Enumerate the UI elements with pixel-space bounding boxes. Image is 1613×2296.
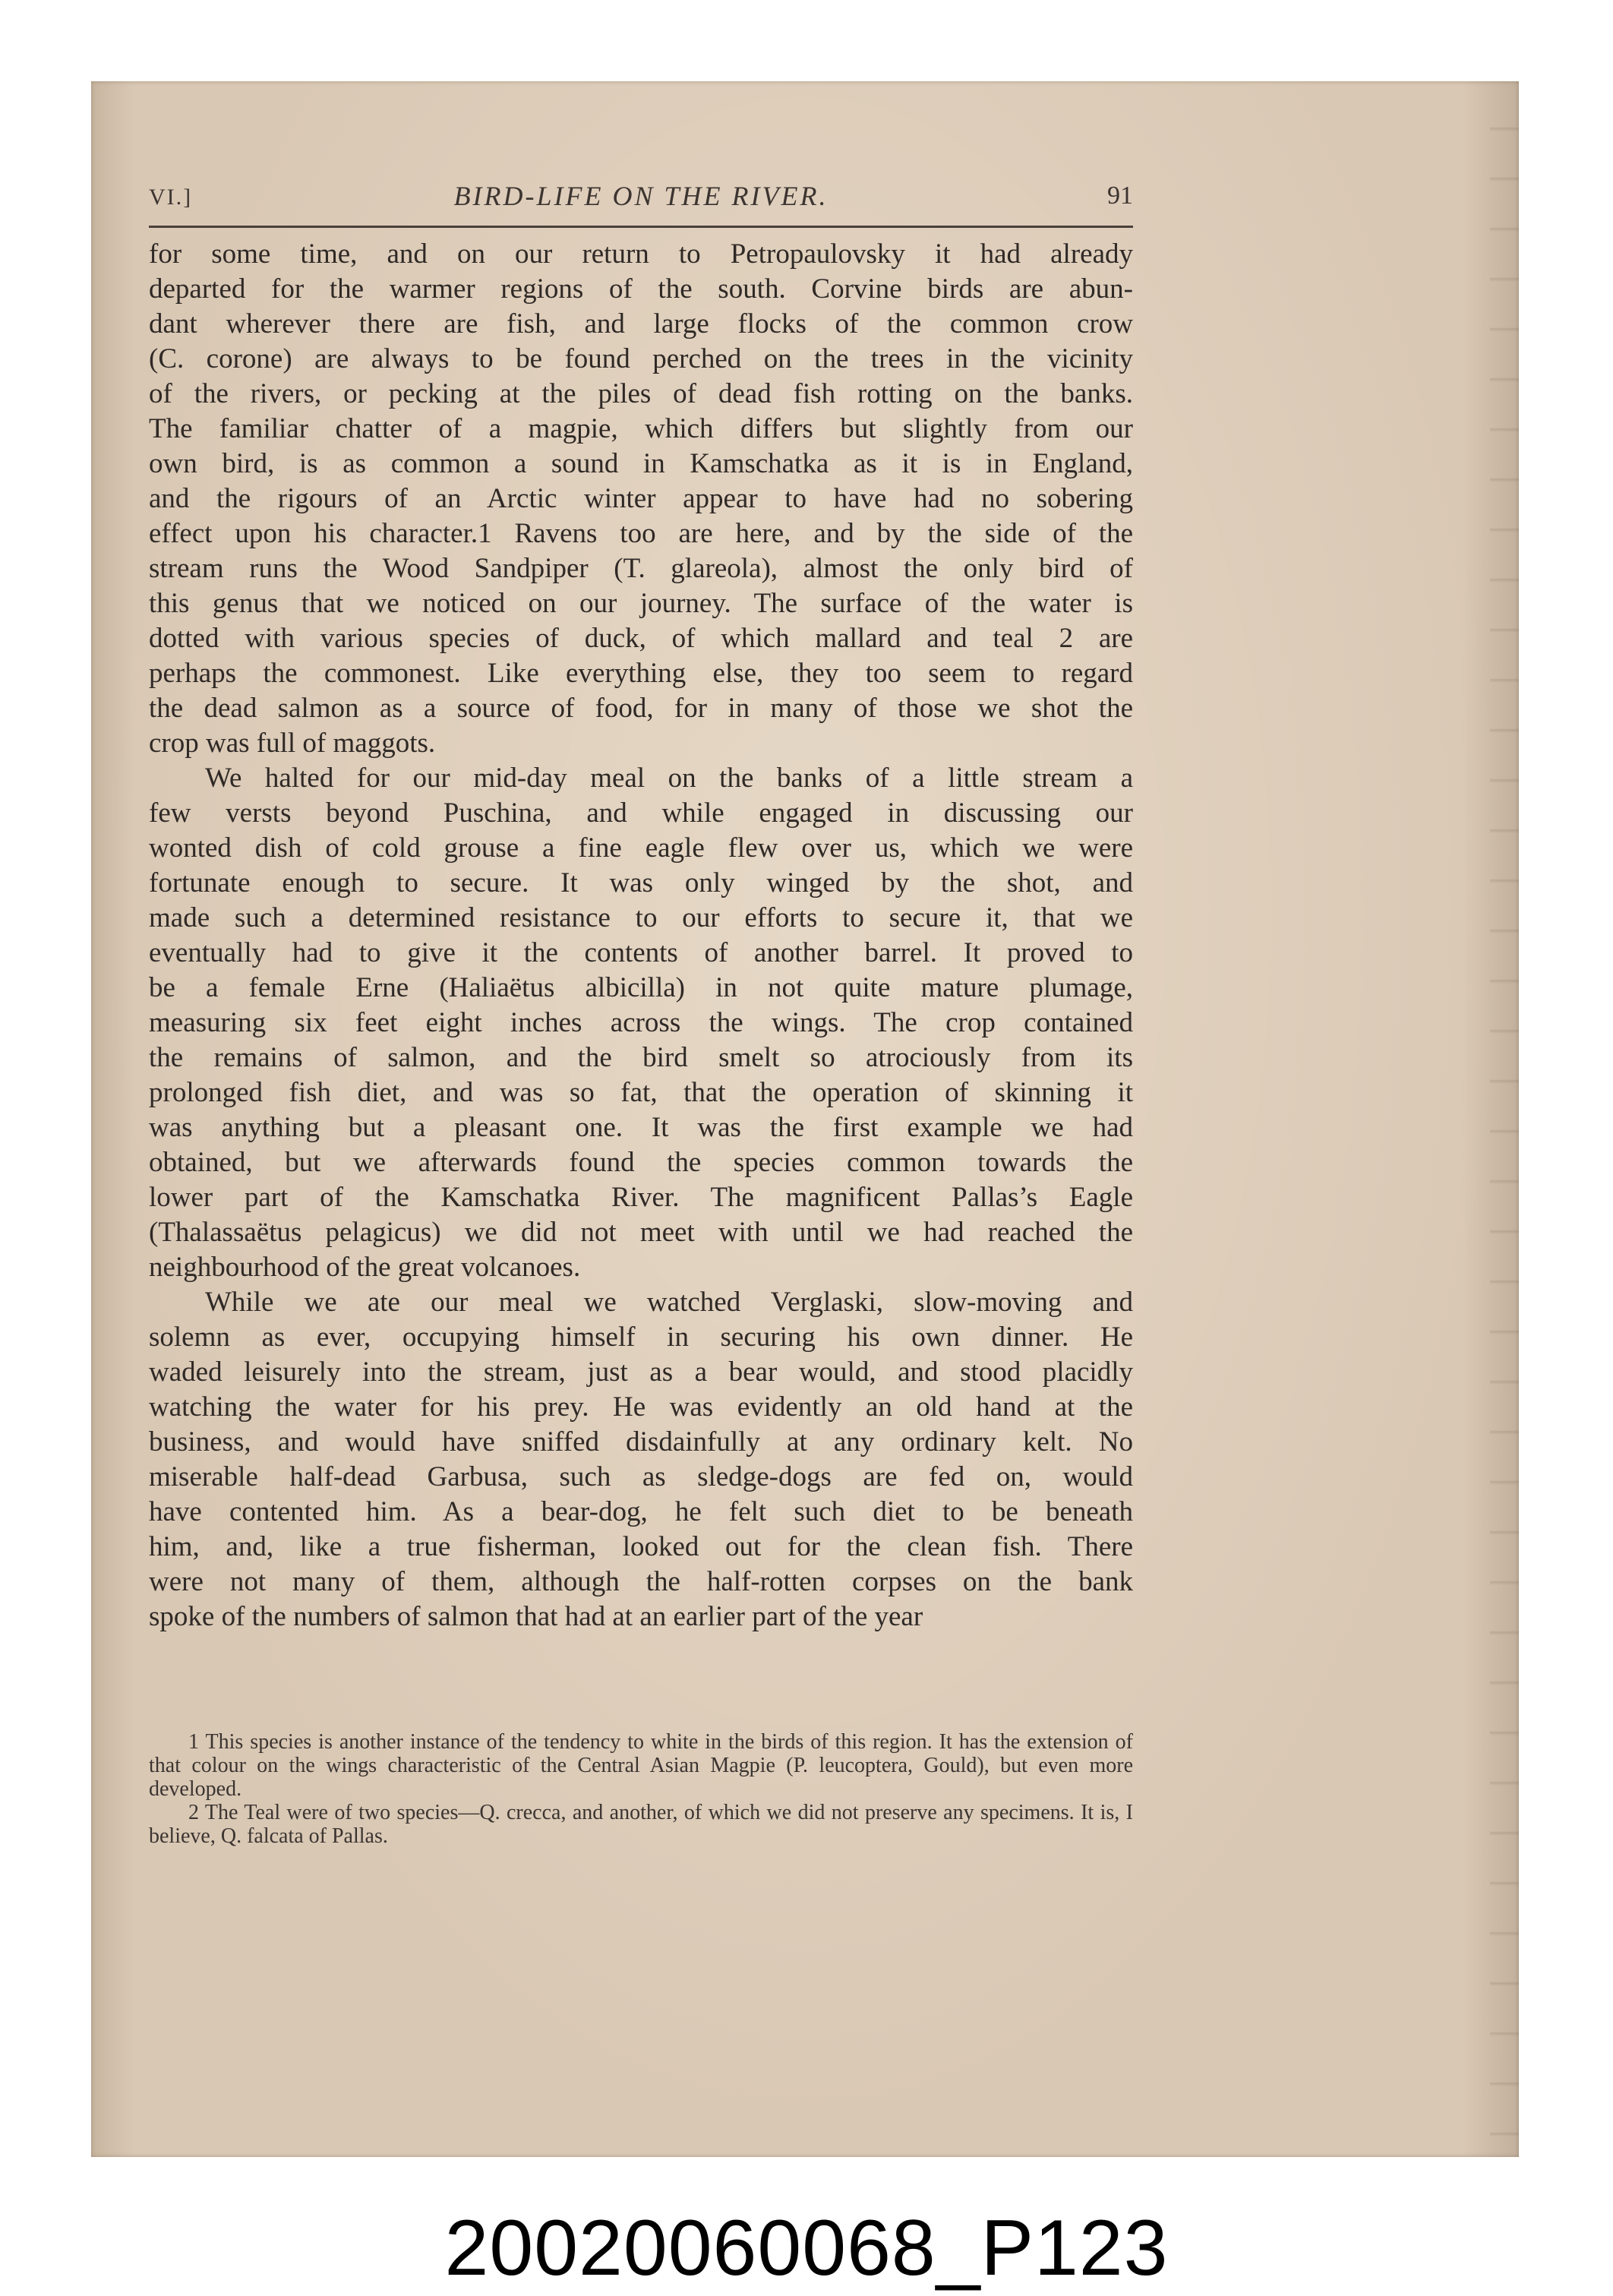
text-line: made such a determined resistance to our efforts to secure it, that we	[149, 902, 1133, 933]
text-line: effect upon his character.1 Ravens too are here, and by the side of the	[149, 518, 1133, 549]
footnote: 2 The Teal were of two species—Q. crecca, and another, of which we did not preserve any specimens. It is, I believe, Q. falcata of Pallas.	[149, 1801, 1133, 1848]
text-line: were not many of them, although the half-rotten corpses on the bank	[149, 1566, 1133, 1597]
text-line: measuring six feet eight inches across the wings. The crop contained	[149, 1007, 1133, 1038]
text-line: neighbourhood of the great volcanoes.	[149, 1252, 581, 1283]
text-line: eventually had to give it the contents of another barrel. It proved to	[149, 937, 1133, 968]
text-line: miserable half-dead Garbusa, such as sledge-dogs are fed on, would	[149, 1461, 1133, 1492]
footnote: 1 This species is another instance of the tendency to white in the birds of this region. It has the extension of that colour on the wings characteristic of the Central Asian Magpie (P. leucoptera, Gould), but even more developed.	[149, 1730, 1133, 1801]
running-title: BIRD-LIFE ON THE RIVER.	[453, 181, 829, 211]
running-header	[149, 177, 1133, 223]
text-line: waded leisurely into the stream, just as a bear would, and stood placidly	[149, 1356, 1133, 1388]
body-text	[149, 237, 1133, 1634]
text-line: for some time, and on our return to Petropaulovsky it had already	[149, 238, 1133, 270]
text-line: was anything but a pleasant one. It was the first example we had	[149, 1112, 1133, 1143]
text-line: We halted for our mid-day meal on the banks of a little stream a	[205, 763, 1133, 794]
text-line: business, and would have sniffed disdainfully at any ordinary kelt. No	[149, 1426, 1133, 1458]
text-line: have contented him. As a bear-dog, he felt such diet to be beneath	[149, 1496, 1133, 1527]
text-line: dotted with various species of duck, of which mallard and teal 2 are	[149, 623, 1133, 654]
text-line: dant wherever there are fish, and large flocks of the common crow	[149, 308, 1133, 340]
text-line: watching the water for his prey. He was evidently an old hand at the	[149, 1391, 1133, 1423]
footnotes	[149, 1730, 1133, 1848]
chapter-marker: VI.]	[149, 185, 193, 210]
text-line: (C. corone) are always to be found perched on the trees in the vicinity	[149, 343, 1133, 374]
text-line: few versts beyond Puschina, and while engaged in discussing our	[149, 797, 1133, 829]
text-line: prolonged fish diet, and was so fat, that the operation of skinning it	[149, 1077, 1133, 1108]
header-rule	[149, 226, 1133, 228]
text-line: departed for the warmer regions of the south. Corvine birds are abun-	[149, 273, 1133, 305]
text-line: The familiar chatter of a magpie, which differs but slightly from our	[149, 413, 1133, 444]
text-line: own bird, is as common a sound in Kamschatka as it is in England,	[149, 448, 1133, 479]
text-line: stream runs the Wood Sandpiper (T. glareola), almost the only bird of	[149, 553, 1133, 584]
text-line: obtained, but we afterwards found the species common towards the	[149, 1147, 1133, 1178]
text-line: perhaps the commonest. Like everything else, they too seem to regard	[149, 658, 1133, 689]
text-line: lower part of the Kamschatka River. The magnificent Pallas’s Eagle	[149, 1182, 1133, 1213]
text-line: crop was full of maggots.	[149, 728, 436, 759]
text-line: fortunate enough to secure. It was only winged by the shot, and	[149, 867, 1133, 899]
text-line: solemn as ever, occupying himself in securing his own dinner. He	[149, 1322, 1133, 1353]
text-line: him, and, like a true fisherman, looked out for the clean fish. There	[149, 1531, 1133, 1562]
page-number: 91	[1107, 182, 1133, 210]
text-line: and the rigours of an Arctic winter appear to have had no sobering	[149, 483, 1133, 514]
text-line: wonted dish of cold grouse a fine eagle flew over us, which we were	[149, 832, 1133, 864]
catalog-id: 20020060068_P123	[444, 2204, 1169, 2292]
text-line: the dead salmon as a source of food, for in many of those we shot the	[149, 693, 1133, 724]
text-line: (Thalassaëtus pelagicus) we did not meet with until we had reached the	[149, 1217, 1133, 1248]
text-line: spoke of the numbers of salmon that had at an earlier part of the year	[149, 1601, 923, 1632]
text-line: the remains of salmon, and the bird smelt so atrociously from its	[149, 1042, 1133, 1073]
page-edge	[1490, 81, 1519, 2157]
text-line: of the rivers, or pecking at the piles of dead fish rotting on the banks.	[149, 378, 1133, 409]
text-line: While we ate our meal we watched Verglaski, slow-moving and	[205, 1287, 1133, 1318]
text-line: be a female Erne (Haliaëtus albicilla) in not quite mature plumage,	[149, 972, 1133, 1003]
text-line: this genus that we noticed on our journey. The surface of the water is	[149, 588, 1133, 619]
